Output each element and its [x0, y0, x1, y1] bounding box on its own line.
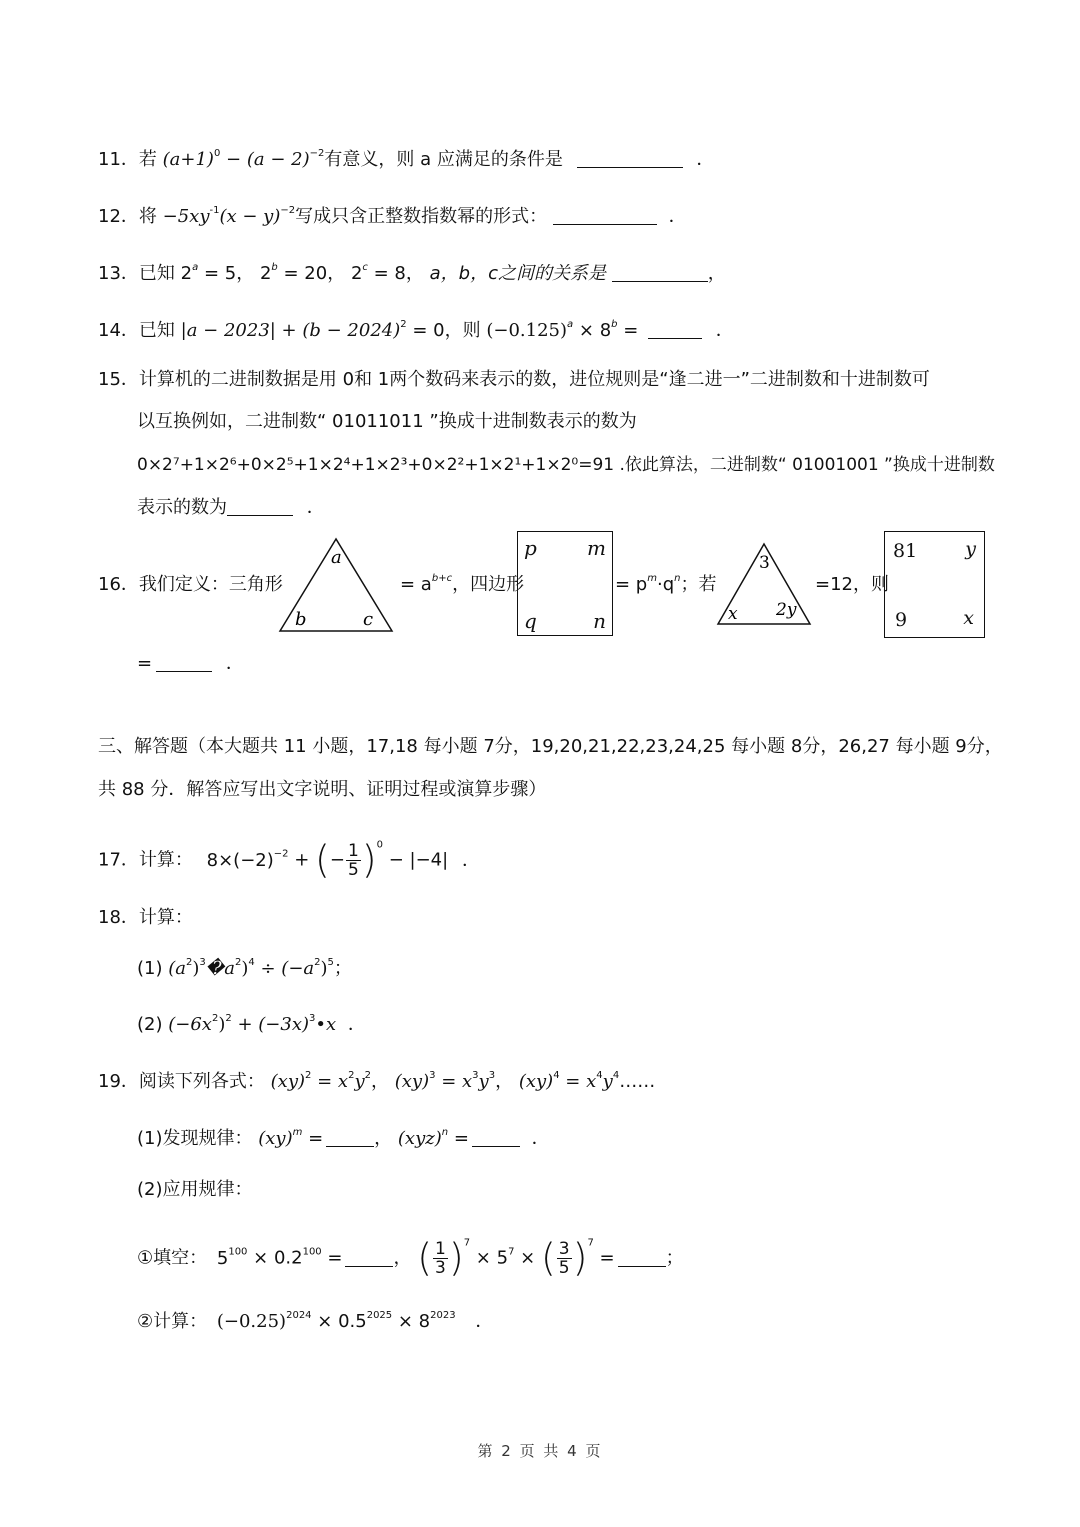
triangle-figure-2 [714, 540, 814, 628]
question-15-line4: 表示的数为 ． [137, 497, 325, 518]
answer-blank[interactable] [612, 263, 708, 282]
question-19-sub1: (1)发现规律： (xy)$^m$ = ， (xyz)$^n$ = ． [137, 1127, 550, 1149]
section-3-heading: 三、解答题（本大题共 11 小题，17,18 每小题 7分，19,20,21,22,23,24,25 每小题 8分，26,27 每小题 9分， [98, 736, 1003, 757]
answer-blank[interactable] [472, 1128, 520, 1147]
question-19-sub3: ①填空： $5^{100} \times 0.2^{100}$ = ， ( $\frac{1}{3}$ )$^7 \times 5^7$ × ( $\frac{3}{5}$ )$^7$ = ； [137, 1235, 684, 1280]
question-18-part2: (2) $(-6x^2)^2$ + $(-3x)^3•x$ ． [137, 1013, 366, 1035]
answer-blank[interactable] [227, 497, 293, 516]
question-19-sub4: ②计算： $(-0.25)^{2024} \times 0.5^{2025} \times 8^{2023}$ ． [137, 1310, 494, 1332]
answer-blank[interactable] [618, 1248, 666, 1267]
question-11: 11．若 $(a+1)^0 - (a - 2)^{-2}$有意义，则 a 应满足的条件是 ． [98, 148, 715, 170]
page-footer: 第 2 页 共 4 页 [477, 1442, 603, 1460]
tri1-top-label: a [331, 547, 342, 568]
question-15-line2: 以互换例如，二进制数“ 01011011 ”换成十进制数表示的数为 [137, 411, 637, 432]
question-12: 12．将 $-5xy^{-1}(x - y)^{-2}$写成只含正整数指数幂的形式： ． [98, 205, 687, 227]
quadrilateral-figure-1: p m q n [517, 531, 613, 636]
question-13: 13．已知 $2^a = 5$， $2^b = 20$， $2^c = 8$， a，b，c之间的关系是 ， [98, 262, 726, 284]
fraction: $\frac{3}{5}$ [558, 1239, 570, 1278]
answer-blank[interactable] [345, 1248, 393, 1267]
fraction: $\frac{1}{3}$ [435, 1239, 446, 1278]
question-18-part1: (1) $(a^2)^3�a^2)^4 \div (-a^2)^5$； [137, 957, 352, 979]
question-15-line3: 0×2⁷+1×2⁶+0×2⁵+1×2⁴+1×2³+0×2²+1×2¹+1×2⁰=91 .依此算法，二进制数“ 01001001 ”换成十进制数 [137, 455, 995, 475]
section-3-heading-line2: 共 88 分．解答应写出文字说明、证明过程或演算步骤） [98, 779, 547, 800]
answer-blank[interactable] [156, 653, 212, 672]
question-16-eq3: =12，则 [815, 574, 889, 595]
question-16-eq1: = $a^{b+c}$，四边形 [400, 573, 525, 595]
tri2-top-label: 3 [759, 553, 770, 573]
quadrilateral-figure-2: 81 y 9 x [884, 531, 985, 638]
question-19: 19．阅读下列各式： $(xy)^2 = x^2y^2$， $(xy)^3 = x^3y^3$， $(xy)^4 = x^4y^4\dots\dots$ [98, 1070, 656, 1092]
question-16-prefix: 16．我们定义：三角形 [98, 574, 283, 595]
triangle-figure-1 [276, 535, 396, 635]
question-19-sub2: (2)应用规律： [137, 1179, 253, 1200]
answer-blank[interactable] [326, 1128, 374, 1147]
question-16-answer: = ． [137, 653, 244, 674]
answer-blank[interactable] [553, 206, 657, 225]
question-16-eq2: = $p^m\cdot q^n$；若 [615, 573, 717, 595]
tri2-left-label: x [728, 604, 738, 624]
question-14: 14．已知 $|a - 2023| + (b - 2024)^2 = 0$，则 $(-0.125)^a \times 8^b$ = ． [98, 319, 734, 341]
tri2-right-label: 2y [776, 600, 797, 620]
fraction: $\frac{1}{5}$ [347, 841, 359, 880]
question-17: 17．计算： $8\times(-2)^{-2}$ + (− $\frac{1}{5}$ )$^0$ − |−4| ． [98, 837, 480, 882]
answer-blank[interactable] [648, 320, 702, 339]
question-15: 15．计算机的二进制数据是用 0和 1两个数码来表示的数，进位规则是“逢二进一”二进制数和十进制数可 [98, 369, 930, 390]
tri1-left-label: b [295, 609, 307, 630]
answer-blank[interactable] [577, 149, 683, 168]
question-18: 18．计算： [98, 907, 193, 928]
tri1-right-label: c [363, 609, 374, 630]
